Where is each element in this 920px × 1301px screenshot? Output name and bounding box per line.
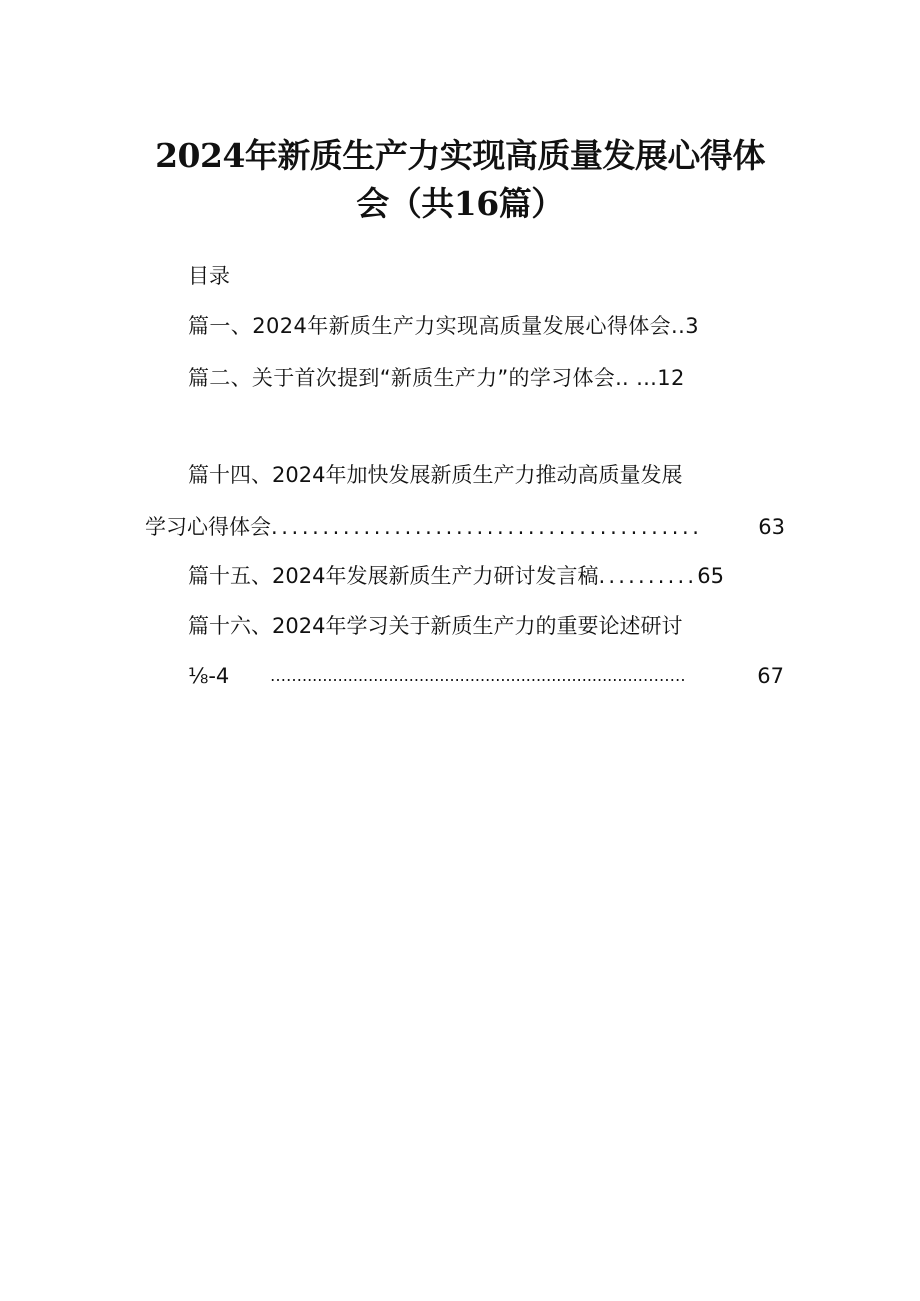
toc-entry-2[interactable] (188, 364, 685, 392)
document-title-line-2: 会（共16篇） (356, 184, 564, 223)
toc-entry-text-continuation: 学习心得体会 (145, 515, 271, 539)
toc-entry-1[interactable] (188, 312, 699, 340)
toc-entry-16[interactable] (188, 612, 682, 640)
toc-heading: 目录 (188, 264, 230, 288)
toc-entry-page: 3 (685, 314, 699, 338)
toc-entry-text: 篇十六、2024年学习关于新质生产力的重要论述研讨 (188, 614, 683, 638)
toc-entry-14-continuation[interactable] (145, 513, 785, 541)
toc-entry-text: 篇二、关于首次提到“新质生产力”的学习体会 (188, 366, 616, 390)
document-title-line-1: 2024年新质生产力实现高质量发展心得体 (155, 136, 765, 175)
toc-entry-text-continuation: ⅛-4 (188, 664, 230, 688)
toc-entry-page: 63 (758, 515, 785, 539)
toc-entry-page: 12 (657, 366, 685, 390)
toc-entry-leader: .. (671, 314, 686, 338)
toc-entry-leader: .. … (615, 366, 658, 390)
toc-entry-15[interactable] (188, 562, 724, 590)
toc-entry-text: 篇一、2024年新质生产力实现高质量发展心得体会 (188, 314, 672, 338)
toc-entry-leader: ……..................................................................……… (270, 666, 686, 685)
toc-entry-14[interactable] (188, 461, 682, 489)
toc-entry-text: 篇十五、2024年发展新质生产力研讨发言稿 (188, 564, 599, 588)
toc-entry-text: 篇十四、2024年加快发展新质生产力推动高质量发展 (188, 463, 683, 487)
toc-entry-page: 65 (697, 564, 724, 588)
toc-entry-page: 67 (757, 664, 784, 688)
toc-entry-leader: .......... (598, 564, 698, 588)
toc-entry-leader: .......................................... (271, 515, 703, 539)
